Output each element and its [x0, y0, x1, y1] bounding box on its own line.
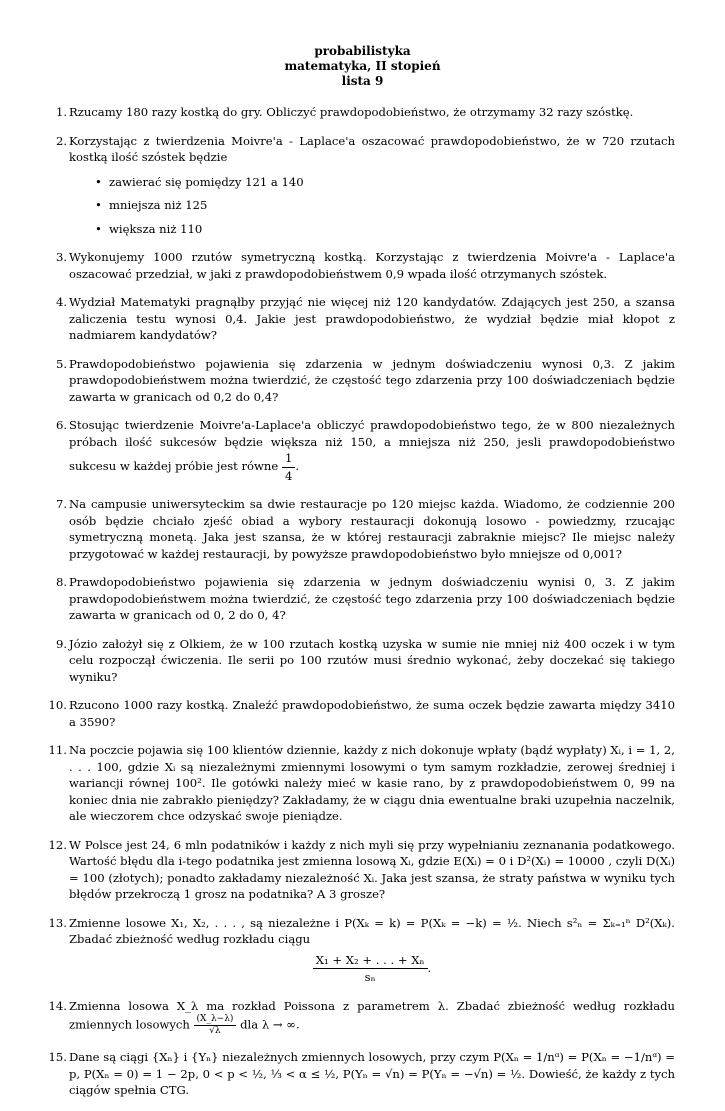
- display-denominator: sₙ: [364, 970, 376, 984]
- problem-13: [49, 915, 675, 986]
- problem-text: Zmienne losowe X₁, X₂, . . . , są niezależne i P(Xₖ = k) = P(Xₖ = −k) = ½. Niech s²ₙ = Σₖ₌₁ⁿ D²(Xₖ). Zbadać zbieżność według rozkładu ciągu: [69, 915, 675, 946]
- problem-number: 2.: [55, 133, 67, 148]
- fraction-denominator: 4: [284, 468, 293, 483]
- problem-10: [49, 697, 675, 730]
- problem-8: [49, 574, 675, 624]
- problem-number: 11.: [48, 743, 67, 757]
- fraction-numerator: (X_λ−λ): [194, 1014, 237, 1026]
- problem-text: Rzucono 1000 razy kostką. Znaleźć prawdopodobieństwo, że suma oczek będzie zawarta między 3410 a 3590?: [69, 698, 675, 729]
- problem-7: [49, 496, 675, 562]
- problem-text: Na campusie uniwersyteckim sa dwie restauracje po 120 miejsc każda. Wiadomo, że codziennie 200 osób będzie chciało zjeść obiad a wybory restauracji dokonują losowo - powiedzmy, rzucając symetryczną monetą. Jaka jest szansa, że w której restauracji zabraknie miejsc? Ile miejsc należy przygotować w każdej restauracji, by powyższe prawdopodobieństwo było mniejsze od 0,001?: [69, 497, 675, 561]
- problem-text: Prawdopodobieństwo pojawienia się zdarzenia w jednym doświadczeniu wynisi 0, 3. Z jakim prawdopodobieństwem można twierdzić, że częstość tego zdarzenia przy 100 doświadczeniach będzie zawarta w granicach od 0, 2 do 0, 4?: [69, 575, 675, 622]
- fraction-numerator: 1: [282, 450, 295, 468]
- problem-number: 3.: [55, 250, 67, 264]
- problem-1: [49, 104, 675, 121]
- problem-15: [49, 1049, 675, 1099]
- problem-11: [49, 742, 675, 825]
- fraction: [194, 1014, 237, 1037]
- problem-3: [49, 249, 675, 282]
- display-formula: [69, 952, 675, 986]
- problem-number: 8.: [55, 575, 67, 589]
- problem-number: 5.: [55, 356, 67, 371]
- problem-number: 10.: [48, 698, 67, 712]
- bullet-item: • większa niż 110: [95, 221, 675, 238]
- problem-number: 6.: [55, 418, 67, 432]
- problem-text: Rzucamy 180 razy kostką do gry. Obliczyć prawdopodobieństwo, że otrzymamy 32 razy szóstkę.: [69, 105, 634, 119]
- problem-text: Zmienna losowa X_λ ma rozkład Poissona z parametrem λ. Zbadać zbieżność według rozkładu zmiennych losowych: [69, 998, 675, 1032]
- display-numerator: X₁ + X₂ + . . . + Xₙ: [313, 952, 428, 970]
- problem-4: [49, 294, 675, 344]
- problem-text: Prawdopodobieństwo pojawienia się zdarzenia w jednym doświadczeniu wynosi 0,3. Z jakim prawdopodobieństwem można twierdzić, że częstość tego zdarzenia przy 100 doświadczeniach będzie zawarta w granicach od 0,2 do 0,4?: [69, 356, 675, 404]
- fraction: [282, 450, 295, 484]
- bullet-item: • mniejsza niż 125: [95, 197, 675, 214]
- problem-9: [49, 636, 675, 686]
- problem-number: 4.: [55, 295, 67, 309]
- problem-5: [49, 356, 675, 406]
- problem-text: Wykonujemy 1000 rzutów symetryczną kostką. Korzystając z twierdzenia Moivre'a - Laplace'a oszacować przedział, w jaki z prawdopodobieństwem 0,9 wpada ilość otrzymanych szóstek.: [69, 250, 675, 281]
- problem-number: 9.: [55, 636, 67, 651]
- problem-text: Korzystając z twierdzenia Moivre'a - Laplace'a oszacować prawdopodobieństwo, że w 720 rzutach kostką ilość szóstek będzie: [69, 133, 675, 164]
- display-fraction: [313, 952, 428, 986]
- problem-number: 14.: [48, 998, 67, 1013]
- problem-list: [49, 104, 675, 1111]
- problem-number: 15.: [48, 1050, 67, 1064]
- problem-14: [49, 998, 675, 1038]
- problem-text-end: dla λ → ∞.: [240, 1017, 300, 1032]
- problem-12: [49, 837, 675, 903]
- problem-number: 1.: [55, 105, 67, 119]
- problem-number: 12.: [48, 837, 67, 852]
- problem-text: Józio założył się z Olkiem, że w 100 rzutach kostką uzyska w sumie nie mniej niż 400 oczek i w tym celu rozpoczął ćwiczenia. Ile serii po 100 rzutów musi średnio wykonać, żeby doczekać się takiego wyniku?: [69, 636, 675, 684]
- document-header: [0, 44, 725, 89]
- problem-2: [49, 133, 675, 238]
- problem-text: Wydział Matematyki pragnąłby przyjąć nie więcej niż 120 kandydatów. Zdających jest 250, a szansa zaliczenia testu wynosi 0,4. Jakie jest prawdopodobieństwo, że wydział będzie miał kłopot z nadmiarem kandydatów?: [69, 295, 675, 342]
- course-level: matematyka, II stopień: [284, 59, 441, 73]
- problem-text: Na poczcie pojawia się 100 klientów dziennie, każdy z nich dokonuje wpłaty (bądź wypłaty) Xᵢ, i = 1, 2, . . . 100, gdzie Xᵢ są niezależnymi zmiennymi losowymi o tym samym rozkładzie, zerowej średniej i wariancji równej 100². Ile gotówki należy mieć w kasie rano, by z prawdopodobieństwem 0, 99 na koniec dnia nie zabrakło pieniędzy? Zakładamy, że w ciągu dnia ewentualne braki uzupełnia naczelnik, ale wieczorem chce odzyskać swoje pieniądze.: [69, 743, 675, 823]
- problem-text-end: .: [295, 459, 300, 473]
- display-end: .: [427, 960, 432, 975]
- list-number: lista 9: [341, 74, 384, 88]
- problem-text: W Polsce jest 24, 6 mln podatników i każdy z nich myli się przy wypełnianiu zeznanania podatkowego. Wartość błędu dla i-tego podatnika jest zmienna losową Xᵢ, gdzie E(Xᵢ) = 0 i D²(Xᵢ) = 10000 , czyli D(Xᵢ) = 100 (złotych); ponadto zakładamy niezależność Xᵢ. Jaka jest szansa, że straty państwa w wyniku tych błędów przekroczą 1 grosz na podatnika? A 3 grosze?: [69, 837, 675, 901]
- problem-text: Dane są ciągi {Xₙ} i {Yₙ} niezależnych zmiennych losowych, przy czym P(Xₙ = 1/nᵅ) = P(Xₙ = −1/nᵅ) = p, P(Xₙ = 0) = 1 − 2p, 0 < p < ½, ⅓ < α ≤ ½, P(Yₙ = √n) = P(Yₙ = −√n) = ½. Dowieść, że każdy z tych ciągów spełnia CTG.: [69, 1050, 675, 1097]
- problem-number: 13.: [48, 915, 67, 930]
- bullet-list: [69, 174, 675, 238]
- problem-6: [49, 417, 675, 484]
- bullet-item: • zawierać się pomiędzy 121 a 140: [95, 174, 675, 191]
- problem-number: 7.: [55, 497, 67, 511]
- course-title: probabilistyka: [314, 44, 411, 58]
- fraction-denominator: √λ: [209, 1026, 221, 1036]
- problem-text: Stosując twierdzenie Moivre'a-Laplace'a obliczyć prawdopodobieństwo tego, że w 800 niezależnych próbach ilość sukcesów będzie większa niż 150, a mniejsza niż 250, jesli prawdopodobieństwo sukcesu w każdej próbie jest równe: [69, 418, 675, 473]
